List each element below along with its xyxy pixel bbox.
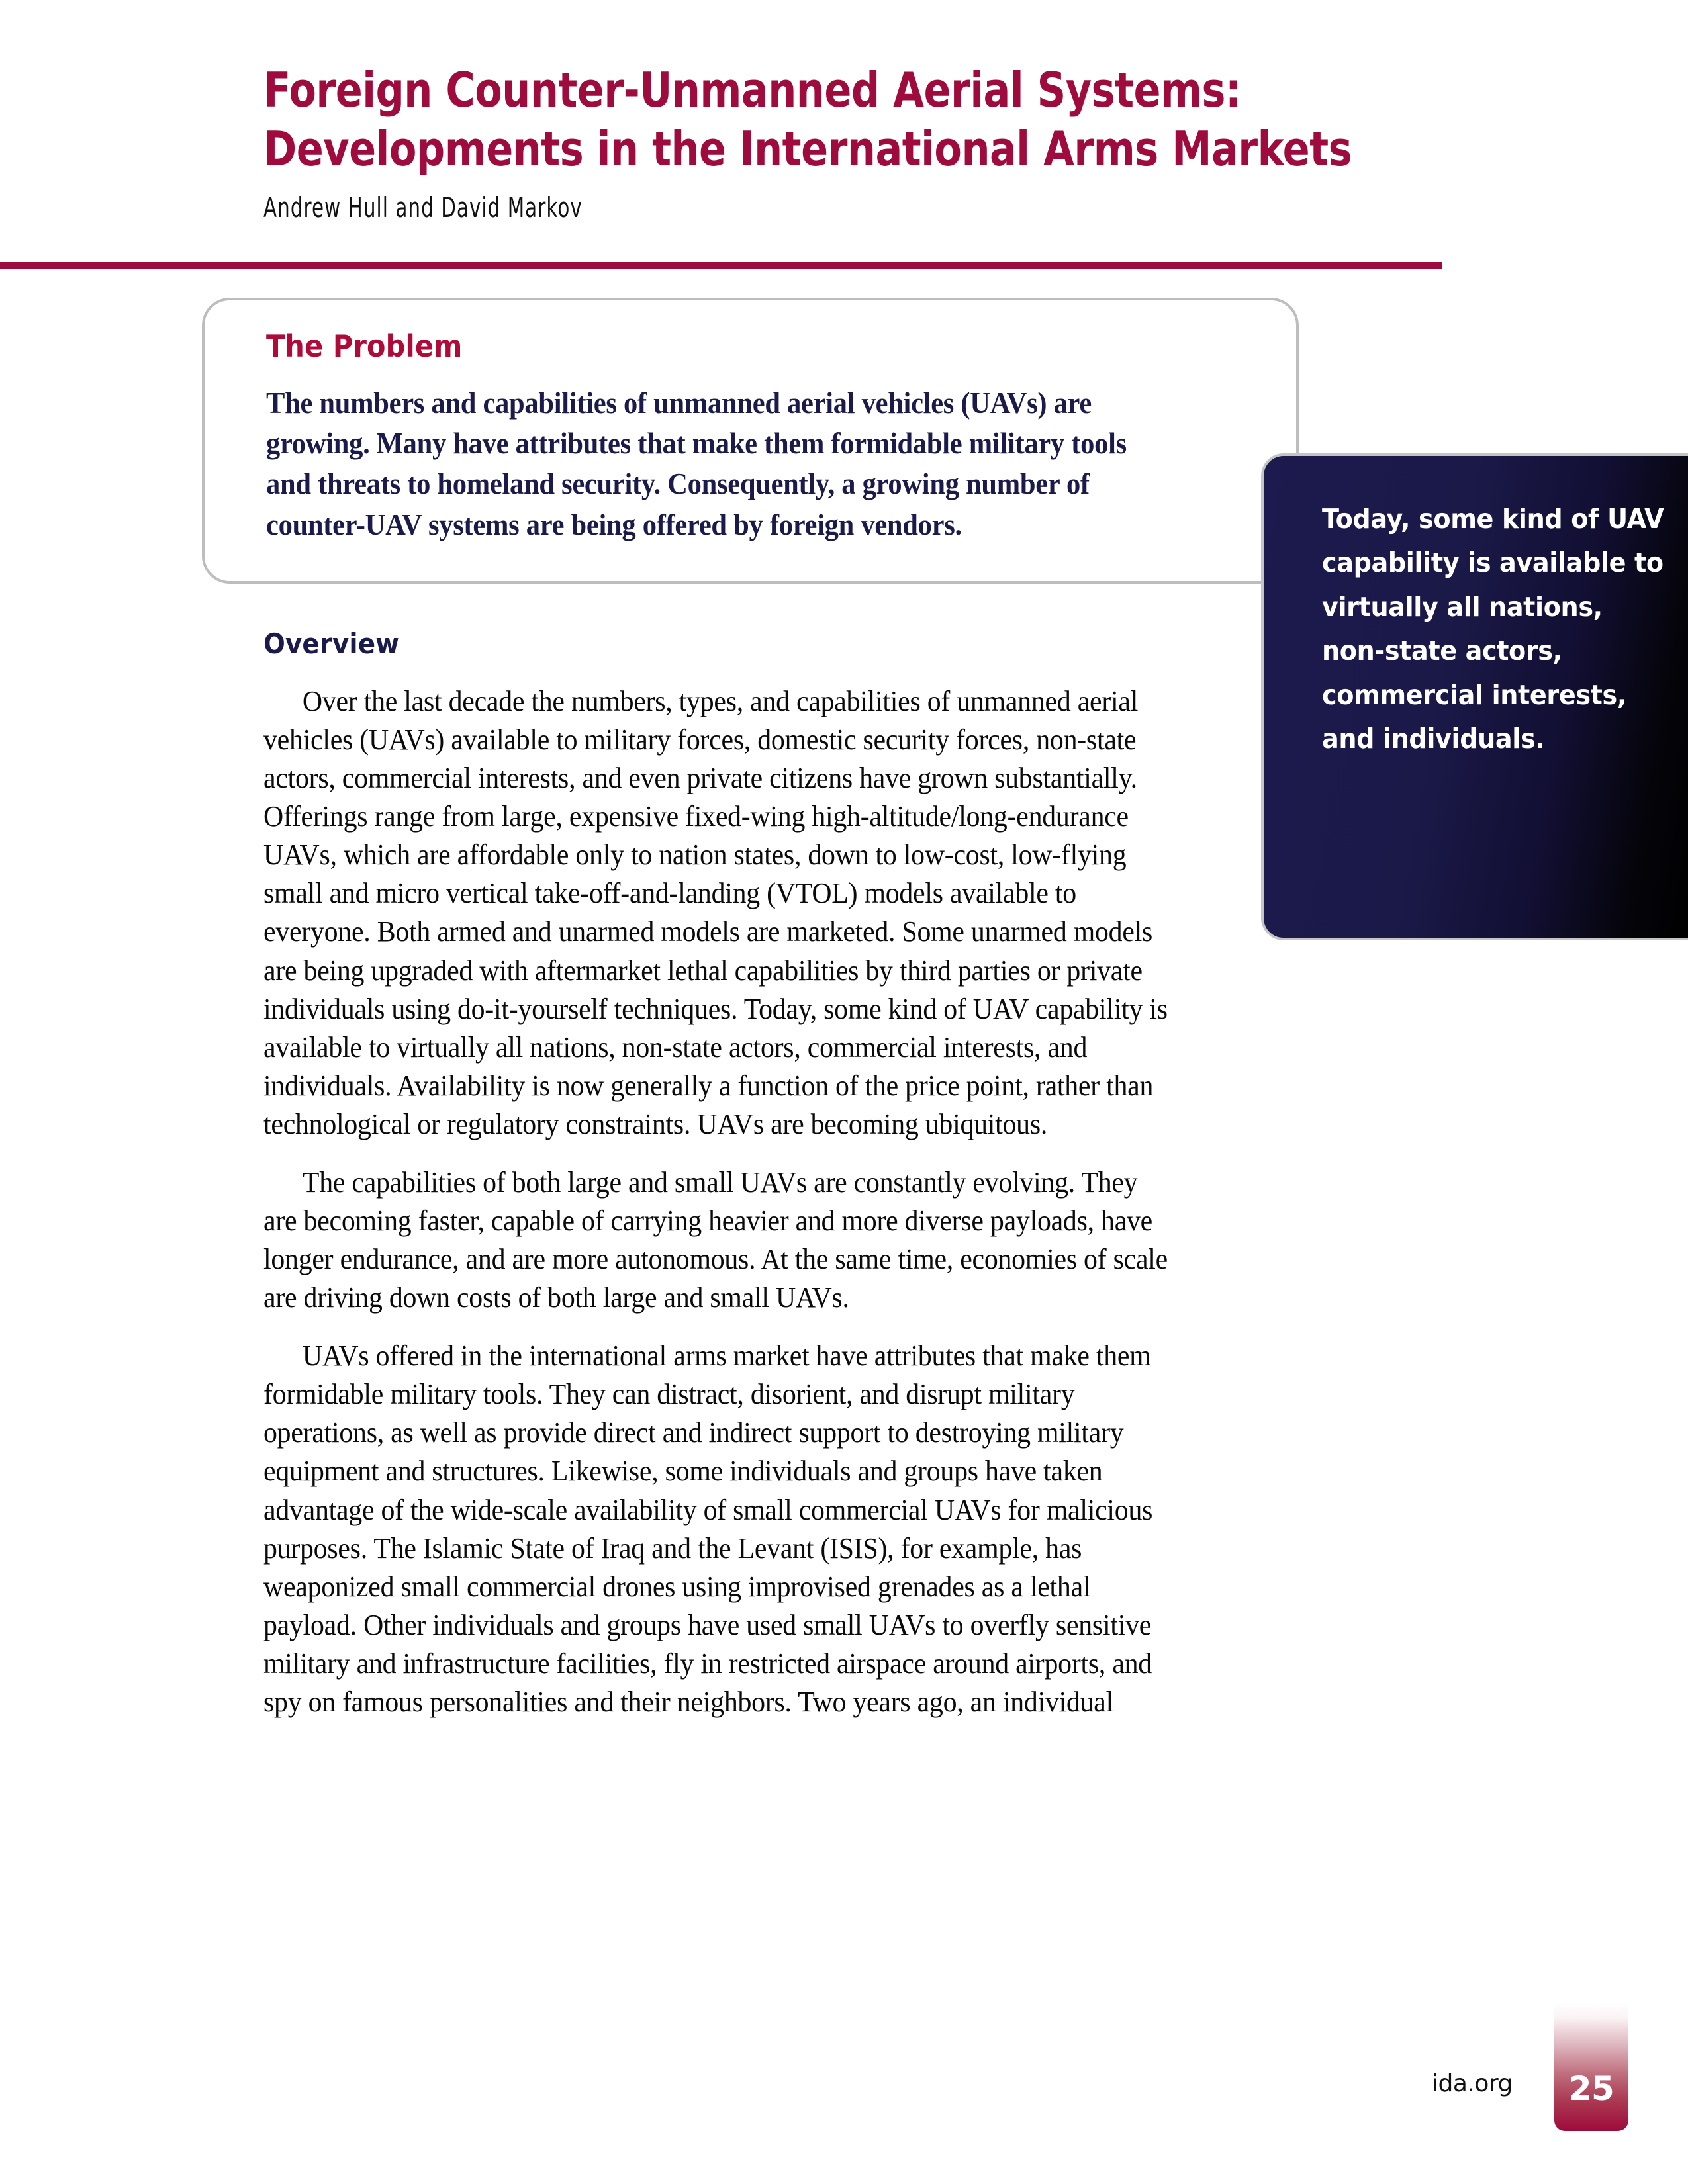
body-paragraph: UAVs offered in the international arms market have attributes that make them formidable military tools. They can distract, disorient, and disrupt military operations, as well as provide direct and indirect support to destroying military equipment and structures. Likewise, some individuals and groups have taken advantage of the wide-scale availability of small commercial UAVs for malicious purposes. The Islamic State of Iraq and the Levant (ISIS), for example, has weaponized small commercial drones using improvised grenades as a lethal payload. Other individuals and groups have used small UAVs to overfly sensitive military and infrastructure facilities, fly in restricted airspace around airports, and spy on famous personalities and their neighbors. Two years ago, an individual — [263, 1340, 1153, 1718]
body-paragraph: Over the last decade the numbers, types, and capabilities of unmanned aerial vehicles (UAVs) available to military forces, domestic security forces, non-state actors, commercial interests, and even private citizens have grown substantially. Offerings range from large, expensive fixed-wing high-altitude/long-endurance UAVs, which are affordable only to nation states, down to low-cost, low-flying small and micro vertical take-off-and-landing (VTOL) models available to everyone. Both armed and unarmed models are marketed. Some unarmed models are being upgraded with aftermarket lethal capabilities by third parties or private individuals using do-it-yourself techniques. Today, some kind of UAV capability is available to virtually all nations, non-state actors, commercial interests, and individuals. Availability is now generally a function of the price point, rather than technological or regulatory constraints. UAVs are becoming ubiquitous. — [263, 685, 1168, 1140]
page-title-line-2: Developments in the International Arms Markets — [263, 121, 1352, 177]
footer-domain-label: ida.org — [1432, 2070, 1513, 2097]
problem-callout-box — [202, 298, 1299, 584]
problem-callout-body: The numbers and capabilities of unmanned aerial vehicles (UAVs) are growing. Many have attributes that make them formidable military tools and threats to homeland security. Consequently, a growing number of counter-UAV systems are being offered by foreign vendors. — [266, 387, 1127, 541]
page-number: 25 — [1568, 2070, 1615, 2108]
main-text-column — [263, 627, 1223, 1721]
author-byline: Andrew Hull and David Markov — [263, 191, 583, 224]
pull-quote-text: Today, some kind of UAV capability is available to virtually all nations, non-state actors, commercial interests, and individuals. — [1322, 503, 1664, 755]
article-header — [263, 61, 1455, 224]
header-divider-rule — [0, 262, 1442, 269]
pull-quote-box — [1261, 453, 1688, 940]
body-paragraph: The capabilities of both large and small UAVs are constantly evolving. They are becoming faster, capable of carrying heavier and more diverse payloads, have longer endurance, and are more autonomous. At the same time, economies of scale are driving down costs of both large and small UAVs. — [263, 1165, 1168, 1314]
page-title-line-1: Foreign Counter-Unmanned Aerial Systems: — [263, 62, 1241, 118]
page-number-badge — [1554, 2002, 1628, 2131]
section-heading-overview: Overview — [263, 627, 400, 660]
problem-callout-heading: The Problem — [266, 328, 463, 364]
